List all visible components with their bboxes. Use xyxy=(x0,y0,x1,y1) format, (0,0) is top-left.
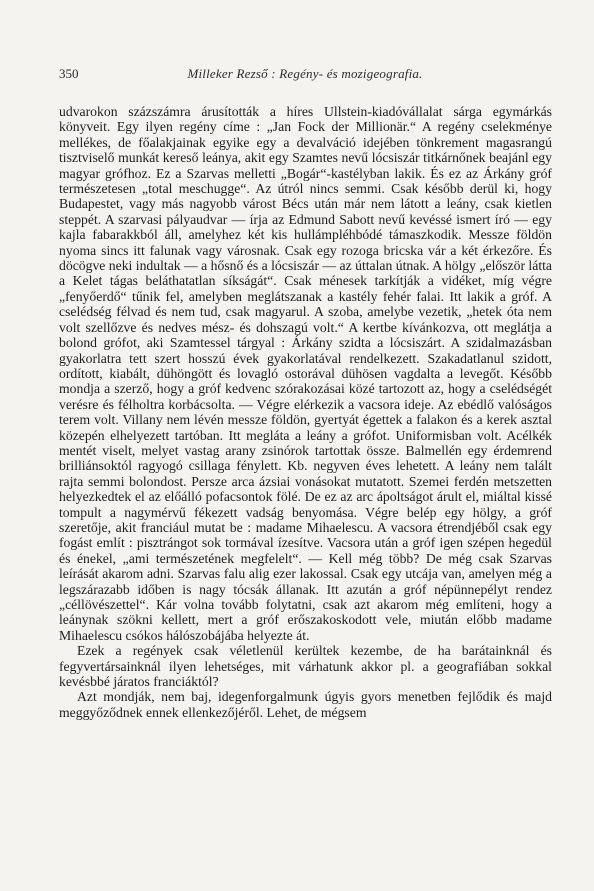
running-head: Milleker Rezső : Regény- és mozigeografia. xyxy=(187,66,423,81)
paragraph-3: Azt mondják, nem baj, idegenforgalmunk úgyis gyors menetben fejlődik és majd meggyőződnek ennek ellenkezőjéről. Lehet, de mégsem xyxy=(59,689,552,720)
paragraph-2: Ezek a regények csak véletlenül kerültek kezembe, de ha barátainknál és fegyvertársainknál ilyen lehetséges, mit várhatunk akkor pl. a geografiában sokkal kevésbbé járatos franciáktól? xyxy=(59,643,552,690)
page-header xyxy=(59,66,551,84)
page-number: 350 xyxy=(59,66,79,81)
body-text xyxy=(59,104,552,720)
paragraph-1: udvarokon százszámra árusították a híres Ullstein-kiadóvállalat sárga egymárkás könyveit. Egy ilyen regény címe : „Jan Fock der Millionär.“ A regény cselekménye mellékes, de főalakjainak egyike egy a devalváció idejében tönkrement magasrangú tisztviselő munkát kereső leánya, akit egy Szamtes nevű lócsiszár titkárnőnek beajánl egy magyar grófhoz. Ez a Szarvas melletti „Bogár“-kastélyban lakik. És ez az Árkány gróf természetesen „total meschugge“. Az útról nincs semmi. Csak később derül ki, hogy Budapestet, vagy más nagyobb várost Bécs után már nem látott a leány, csak kietlen steppét. A szarvasi pályaudvar — írja az Edmund Sabott nevű kevéssé ismert író — egy kajla fabarakkból áll, amelyhez két kis hullámpléhbódé támaszkodik. Messze földön nyoma sincs itt falunak vagy városnak. Csak egy rozoga bricska vár a két érkezőre. És döcögve neki indultak — a hősnő és a lócsiszár — az úttalan útnak. A hölgy „először látta a Kelet tágas beláthatatlan síkságát“. Csak ménesek tarkítják a vidéket, míg végre „fenyőerdő“ tűnik fel, amelyben meglátszanak a kastély fehér falai. Itt lakik a gróf. A cselédség félvad és nem tud, csak magyarul. A szoba, amelybe vezetik, „hetek óta nem volt szellőzve és nedves mész- és dohszagú volt.“ A kertbe kívánkozva, ott meglátja a bolond grófot, aki Szamtessel tárgyal : Árkány szidta a lócsiszárt. A szidalmazásban gyakorlatra tett szert hosszú évek gyakorlatával rendelkezett. Szakadatlanul szidott, ordított, kiabált, dühöngött és lovagló ostorával dühösen vagdalta a levegőt. Később mondja a szerző, hogy a gróf kedvenc szórakozásai közé tartozott az, hogy a cselédségét verésre és félholtra korbácsolta. — Végre elérkezik a vacsora ideje. Az ebédlő valóságos terem volt. Villany nem lévén messze földön, gyertyát égettek a falakon és a kerek asztal közepén elhelyezett tartóban. Itt megláta a leány a grófot. Uniformisban volt. Acélkék mentét viselt, melyet vastag arany zsinórok tartottak össze. Balmellén egy érdemrend brilliánsoktól ragyogó csillaga fénylett. Kb. negyven éves lehetett. A leány nem talált rajta semmi bolondost. Persze arca ázsiai vonásokat mutatott. Szemei ferdén metszetten helyezkedtek el az előálló pofacsontok fölé. De ez az arc ápoltságot árult el, miáltal kissé tompult a nagymérvű fékezett vadság benyomása. Végre belép egy hölgy, a gróf szeretője, akit franciául mutat be : madame Mihaelescu. A vacsora étrendjéből csak egy fogást említ : pisztrángot sok tormával ízesítve. Vacsora után a gróf igen szépen hegedül és énekel, „ami természetének megfelelt“. — Kell még több? De még csak Szarvas leírását akarom adni. Szarvas falu alig ezer lakossal. Csak egy utcája van, amelyen még a legszárazabb időben is nagy tócsák állanak. Itt azután a gróf népünnepélyt rendez „céllövészettel“. Kár volna tovább folytatni, csak azt akarom még említeni, hogy a leánynak szökni kellett, mert a gróf erőszakoskodott vele, miután előbb madame Mihaelescu csókos hálószobájába helyezte át. xyxy=(59,104,552,643)
